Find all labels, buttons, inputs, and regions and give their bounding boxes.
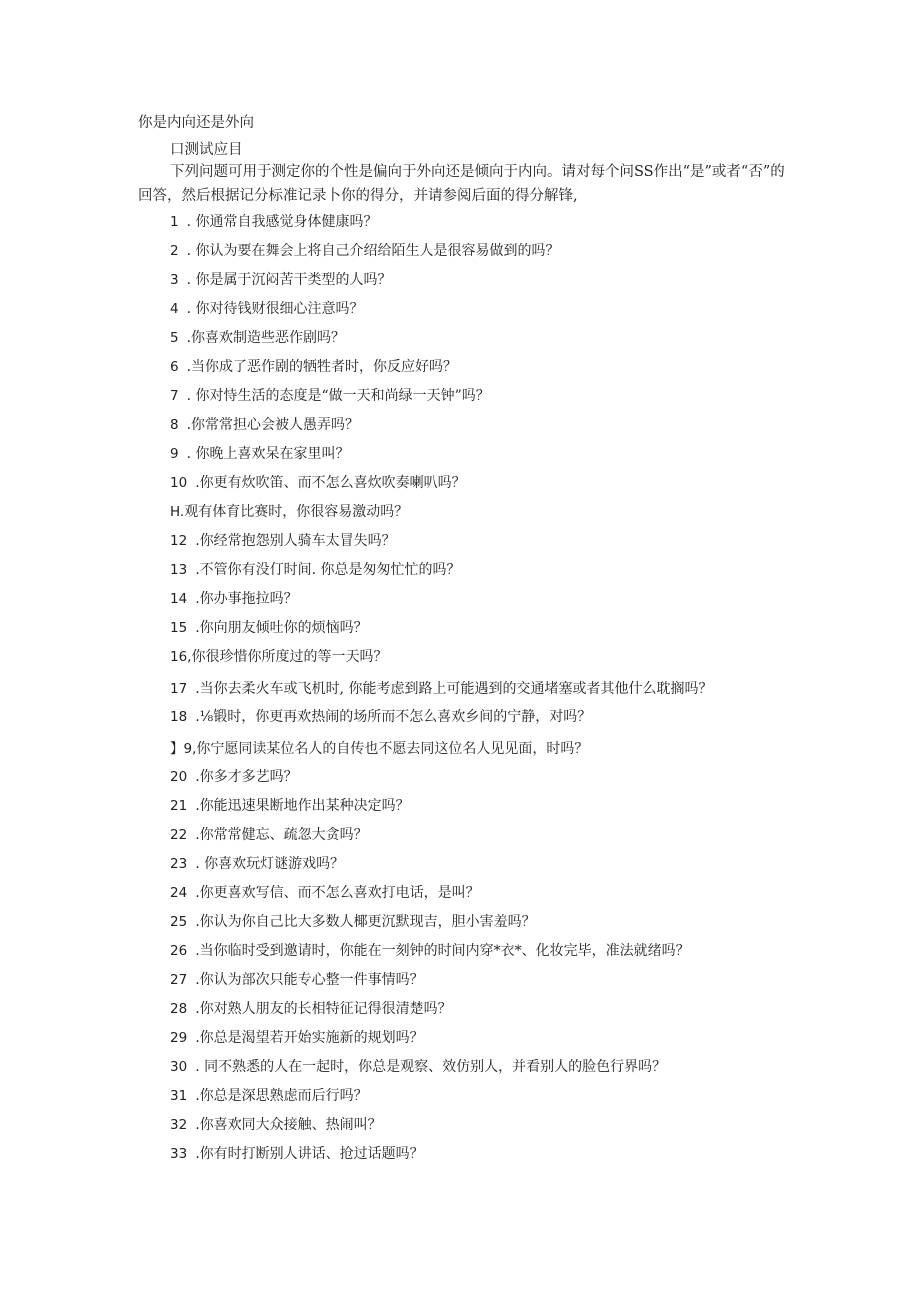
question-item	[170, 212, 378, 232]
question-text: .当你去柔火车或飞机时, 你能考虑到路上可能遇到的交通堵塞或者其他什么耽搁吗？	[195, 681, 713, 697]
question-item	[170, 618, 368, 638]
question-number: 26	[170, 943, 188, 959]
question-number: 10	[170, 475, 188, 491]
question-item	[170, 328, 345, 348]
question-number: 32	[170, 1117, 188, 1133]
question-number: 13	[170, 562, 188, 578]
question-text: .你总是渴望若开始实施新的规划吗？	[195, 1030, 424, 1046]
question-number: 27	[170, 972, 188, 988]
question-item	[170, 679, 713, 699]
question-text: .不管你有没仃时间. 你总是匆匆忙忙的吗？	[195, 562, 461, 578]
question-text: 观有体育比赛时，你很容易激动吗？	[184, 504, 409, 520]
question-number: 】9,	[170, 741, 197, 757]
question-number: 14	[170, 591, 188, 607]
question-number: 17	[170, 681, 188, 697]
question-text: . 你晚上喜欢呆在家里叫？	[186, 446, 350, 462]
question-text: .你多才多艺吗？	[195, 769, 298, 785]
question-number: 25	[170, 914, 188, 930]
question-number: 2	[170, 243, 179, 259]
question-text: 你很珍惜你所度过的等一天吗？	[191, 649, 388, 665]
question-item	[170, 647, 387, 667]
question-item	[170, 270, 392, 290]
question-number: 31	[170, 1088, 188, 1104]
question-item	[170, 854, 344, 874]
question-text: .你喜欢同大众接触、热闹叫？	[195, 1117, 382, 1133]
question-item	[170, 796, 410, 816]
question-text: .你有时打断别人讲话、抢过话题吗？	[195, 1146, 424, 1162]
question-number: 16,	[170, 649, 192, 665]
question-item	[170, 941, 690, 961]
question-text: .你常常健忘、疏忽大贪吗？	[195, 827, 368, 843]
question-item	[170, 241, 560, 261]
question-number: 30	[170, 1059, 188, 1075]
question-item	[170, 767, 298, 787]
question-item	[170, 707, 591, 727]
question-item	[170, 970, 424, 990]
question-text: . 你对待钱财很细心注意吗？	[186, 301, 364, 317]
question-text: .你总是深思熟虑而后行吗？	[195, 1088, 368, 1104]
question-text: . 你认为要在舞会上将自己介绍给陌生人是很容易做到的吗？	[186, 243, 560, 259]
question-item	[170, 531, 396, 551]
question-text: . 你喜欢玩灯谜游戏吗？	[195, 856, 345, 872]
question-item	[170, 1115, 382, 1135]
question-text: .当你临时受到邀请时，你能在一刻钟的时间内穿*衣*、化妆完毕，准法就绪吗？	[195, 943, 690, 959]
question-text: .当你成了恶作剧的牺牲者时，你反应好吗？	[186, 359, 458, 375]
question-number: 15	[170, 620, 188, 636]
question-text: 你宁愿同读某位名人的自传也不愿去同这位名人见见面，时吗？	[196, 741, 589, 757]
question-text: .你能迅速果断地作出某种决定吗？	[195, 798, 410, 814]
question-item	[170, 1144, 424, 1164]
question-number: 28	[170, 1001, 188, 1017]
question-number: 24	[170, 885, 188, 901]
question-item	[170, 560, 461, 580]
question-text: .你对熟人朋友的长相特征记得很清楚吗？	[195, 1001, 452, 1017]
question-item	[170, 299, 364, 319]
question-text: .你喜欢制造些恶作剧吗？	[186, 330, 346, 346]
question-number: 29	[170, 1030, 188, 1046]
question-text: .你更有炊吹笛、而不怎么喜炊吹奏喇叭吗？	[195, 475, 466, 491]
question-number: 9	[170, 446, 179, 462]
question-text: .⅛锻时，你更再欢热闹的场所而不怎么喜欢乡间的宁静，对吗？	[195, 709, 592, 725]
question-item	[170, 386, 490, 406]
question-item	[170, 357, 457, 377]
question-number: 21	[170, 798, 188, 814]
question-item	[170, 739, 588, 759]
question-text: .你经常抱怨别人骑车太冒失吗？	[195, 533, 396, 549]
question-item	[170, 883, 480, 903]
question-number: 6	[170, 359, 179, 375]
question-item	[170, 589, 298, 609]
question-item	[170, 999, 452, 1019]
question-number: 23	[170, 856, 188, 872]
question-number: 8	[170, 417, 179, 433]
question-number: 12	[170, 533, 188, 549]
question-text: .你更喜欢写信、而不怎么喜欢打电话，是叫？	[195, 885, 480, 901]
question-item	[170, 502, 408, 522]
question-text: .你常常担心会被人愚弄吗？	[186, 417, 360, 433]
question-item	[170, 1086, 368, 1106]
question-text: . 你对恃生活的态度是“做一天和尚绿一天钟”吗？	[186, 388, 490, 404]
question-number: 20	[170, 769, 188, 785]
question-number: 22	[170, 827, 188, 843]
document-title: 你是内向还是外向	[138, 115, 254, 131]
question-number: 1	[170, 214, 179, 230]
question-text: . 你是属于沉闷苦干类型的人吗？	[186, 272, 392, 288]
question-number: 3	[170, 272, 179, 288]
question-number: 33	[170, 1146, 188, 1162]
question-text: .你认为部次只能专心整一件事情吗？	[195, 972, 424, 988]
question-number: 4	[170, 301, 179, 317]
question-item	[170, 1057, 666, 1077]
question-number: H.	[170, 504, 185, 520]
question-number: 7	[170, 388, 179, 404]
question-number: 5	[170, 330, 179, 346]
question-item	[170, 444, 350, 464]
question-text: .你认为你自己比大多数人椰更沉默现吉，胆小害羞吗？	[195, 914, 536, 930]
question-text: .你向朋友倾吐你的烦恼吗？	[195, 620, 368, 636]
question-item	[170, 825, 368, 845]
question-item	[170, 473, 466, 493]
question-item	[170, 415, 359, 435]
question-text: .你办事拖拉吗？	[195, 591, 298, 607]
question-item	[170, 912, 536, 932]
question-text: . 你通常自我感觉身体健康吗？	[186, 214, 378, 230]
question-item	[170, 1028, 424, 1048]
question-text: . 同不熟悉的人在一起时，你总是观察、效仿别人，并看别人的脸色行界吗？	[195, 1059, 667, 1075]
section-heading: 口测试应目	[170, 142, 243, 158]
question-number: 18	[170, 709, 188, 725]
intro-paragraph: 下列问题可用于测定你的个性是偏向于外向还是倾向于内向。请对每个问SS作出“是”或者“否”的回答，然后根据记分标准记录卜你的得分，并请参阅后面的得分解锋,	[138, 164, 785, 204]
